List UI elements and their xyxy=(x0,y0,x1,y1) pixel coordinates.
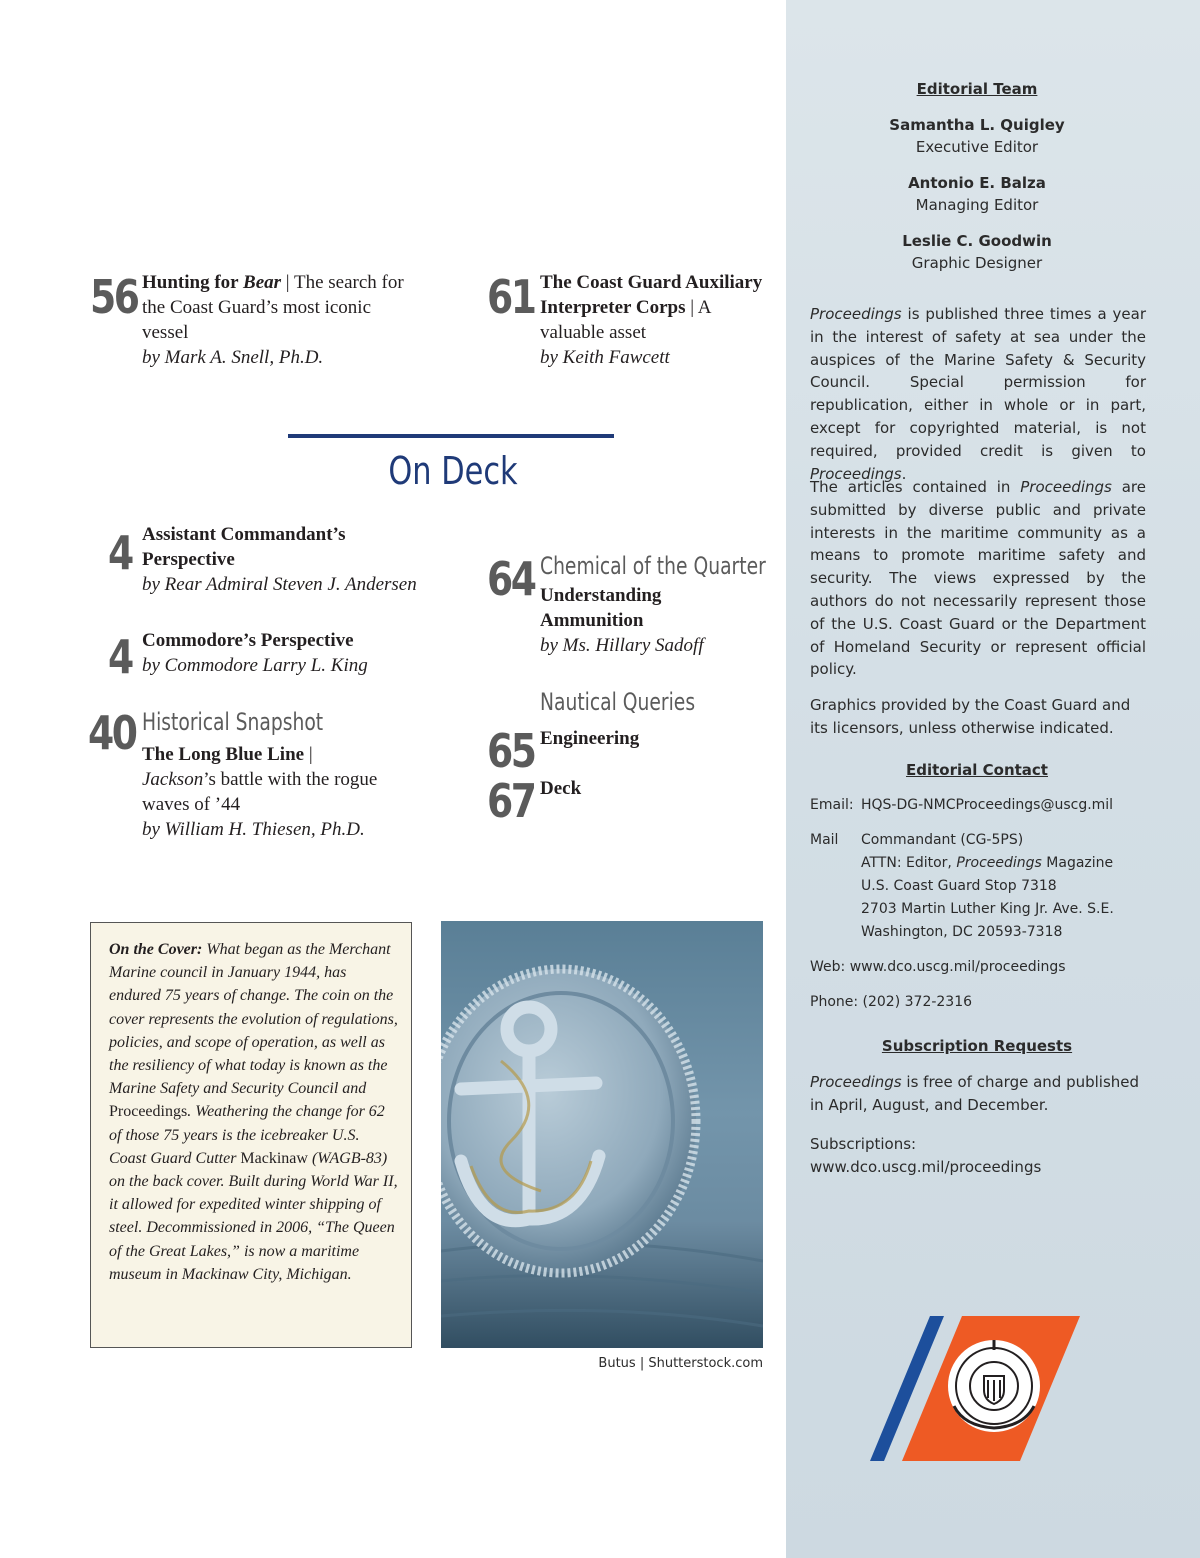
page-number: 4 xyxy=(108,526,132,580)
mail-address-line: 2703 Martin Luther King Jr. Ave. S.E. xyxy=(861,901,1114,917)
subscription-requests-heading: Subscription Requests xyxy=(881,1037,1073,1055)
team-member-role: Managing Editor xyxy=(915,196,1039,214)
team-member-name: Samantha L. Quigley xyxy=(889,116,1065,134)
cover-text: What began as the Merchant Marine council in January 1944, has endured 75 years of change. The coin on the cover represents the evolution of regulations, policies, and scope of operation, as well as the resiliency of what today is known as the Marine Safety and Security Council and xyxy=(109,941,398,1098)
entry-sep: | xyxy=(685,297,698,318)
entry-desc-em: Jackson xyxy=(142,769,204,790)
section-heading-on-deck: On Deck xyxy=(388,449,518,493)
web-link[interactable]: Web: www.dco.uscg.mil/proceedings xyxy=(810,959,1066,975)
cover-caption xyxy=(109,938,399,1286)
toc-entry-engineering[interactable]: Engineering xyxy=(540,728,640,749)
entry-byline: by Commodore Larry L. King xyxy=(142,655,368,676)
team-member-name: Leslie C. Goodwin xyxy=(902,232,1052,250)
email-label: Email: xyxy=(810,797,854,813)
heading-rule xyxy=(288,434,614,438)
mail-address-line: Commandant (CG-5PS) xyxy=(861,832,1024,848)
mail-label: Mail xyxy=(810,832,839,848)
team-member-name: Antonio E. Balza xyxy=(908,174,1046,192)
mail-address-line xyxy=(861,855,1113,871)
team-member-role: Graphic Designer xyxy=(911,254,1043,272)
toc-entry-auxiliary-interpreter-corps[interactable] xyxy=(540,270,765,370)
mail-address-line: Washington, DC 20593-7318 xyxy=(861,924,1063,940)
entry-byline: by Rear Admiral Steven J. Andersen xyxy=(142,574,417,595)
page-number: 56 xyxy=(90,270,138,324)
page-number: 67 xyxy=(487,774,535,828)
entry-byline: by Keith Fawcett xyxy=(540,347,670,368)
subscriptions-link[interactable]: www.dco.uscg.mil/proceedings xyxy=(810,1158,1042,1176)
entry-title: Understanding Ammunition xyxy=(540,585,662,631)
mail-address-line: U.S. Coast Guard Stop 7318 xyxy=(861,878,1057,894)
toc-entry-understanding-ammunition[interactable] xyxy=(540,583,770,658)
entry-title: Hunting for xyxy=(142,272,244,293)
page-number: 61 xyxy=(487,270,535,324)
entry-desc: The search for the Coast Guard’s most iconic vessel xyxy=(142,272,404,343)
publication-name: Proceedings xyxy=(810,305,902,323)
page-number: 40 xyxy=(88,706,136,760)
subscriptions-label: Subscriptions: xyxy=(810,1135,917,1153)
disclaimer-text: are submitted by diverse public and private interests in the maritime community as a means to promote maritime safety and security. The views expressed by the authors do not necessarily represent those of the U.S. Coast Guard or the Department of Homeland Security or represent official policy. xyxy=(810,478,1146,679)
entry-byline: by William H. Thiesen, Ph.D. xyxy=(142,819,365,840)
publication-name: Proceedings xyxy=(810,464,902,483)
cover-text: . Weathering the change for 62 of those 75 years is the icebreaker U.S. Coast Guard Cutter xyxy=(109,1103,385,1167)
about-text: . xyxy=(901,464,907,483)
page-number: 64 xyxy=(487,552,535,606)
editorial-team-heading: Editorial Team xyxy=(916,80,1038,98)
mail-attn-suffix: Magazine xyxy=(1041,855,1114,871)
entry-title: The Coast Guard Auxiliary Interpreter Corps xyxy=(540,272,763,318)
cover-text-upright: Mackinaw xyxy=(240,1149,308,1167)
entry-title-em: Bear xyxy=(243,272,282,293)
email-link[interactable]: HQS-DG-NMCProceedings@uscg.mil xyxy=(861,797,1114,813)
entry-desc: ’s battle with the rogue waves of ’44 xyxy=(142,769,378,815)
entry-sep: | xyxy=(304,744,313,765)
subscription-paragraph xyxy=(810,1071,1146,1117)
entry-desc: A valuable asset xyxy=(540,297,711,343)
coast-guard-stripe-logo xyxy=(870,1316,1085,1461)
entry-byline: by Mark A. Snell, Ph.D. xyxy=(142,347,324,368)
about-paragraph xyxy=(810,303,1146,485)
cover-text: (WAGB-83) on the back cover. Built during World War II, it allowed for expedited winter shipping of steel. Decommissioned in 2006, “The Queen of the Great Lakes,” is now a maritime museum in Mackinaw City, Michigan. xyxy=(109,1149,398,1283)
cover-lead: On the Cover: xyxy=(109,941,203,958)
phone-number: Phone: (202) 372-2316 xyxy=(810,994,973,1010)
publication-name: Proceedings xyxy=(1020,478,1112,496)
graphics-note: Graphics provided by the Coast Guard and its licensors, unless otherwise indicated. xyxy=(810,696,1131,737)
page-number: 65 xyxy=(487,724,535,778)
section-label-historical-snapshot: Historical Snapshot xyxy=(142,708,324,736)
about-text: is published three times a year in the interest of safety at sea under the auspices of the Marine Safety & Security Council. Special permission for republication, either in whole or in part, except for copyrighted material, is not required, provided credit is given to xyxy=(810,305,1146,460)
disclaimer-paragraph xyxy=(810,476,1146,681)
cover-photo-anchor-button xyxy=(441,921,763,1348)
section-label-nautical-queries: Nautical Queries xyxy=(540,688,696,716)
section-label-chemical-of-the-quarter: Chemical of the Quarter xyxy=(540,552,766,580)
page-number: 4 xyxy=(108,630,132,684)
toc-entry-assistant-commandant[interactable] xyxy=(142,522,472,597)
editorial-contact-heading: Editorial Contact xyxy=(906,761,1048,779)
team-member-role: Executive Editor xyxy=(915,138,1039,156)
mail-attn: ATTN: Editor, xyxy=(861,855,957,871)
entry-title: Assistant Commandant’s Perspective xyxy=(142,524,346,570)
entry-sep: | xyxy=(281,272,294,293)
disclaimer-text: The articles contained in xyxy=(810,478,1021,496)
photo-credit: Butus | Shutterstock.com xyxy=(598,1356,763,1371)
entry-title: The Long Blue Line xyxy=(142,744,305,765)
entry-byline: by Ms. Hillary Sadoff xyxy=(540,635,704,656)
cover-text-upright: Proceedings xyxy=(109,1103,188,1121)
subscription-text: is free of charge and published in April, August, and December. xyxy=(810,1073,1140,1114)
toc-entry-long-blue-line[interactable] xyxy=(142,742,382,842)
entry-title: Commodore’s Perspective xyxy=(142,630,354,651)
toc-entry-hunting-for-bear[interactable] xyxy=(142,270,422,370)
toc-entry-commodore[interactable] xyxy=(142,628,472,678)
publication-name: Proceedings xyxy=(810,1073,902,1091)
publication-name: Proceedings xyxy=(956,855,1042,871)
toc-entry-deck[interactable]: Deck xyxy=(540,778,582,799)
